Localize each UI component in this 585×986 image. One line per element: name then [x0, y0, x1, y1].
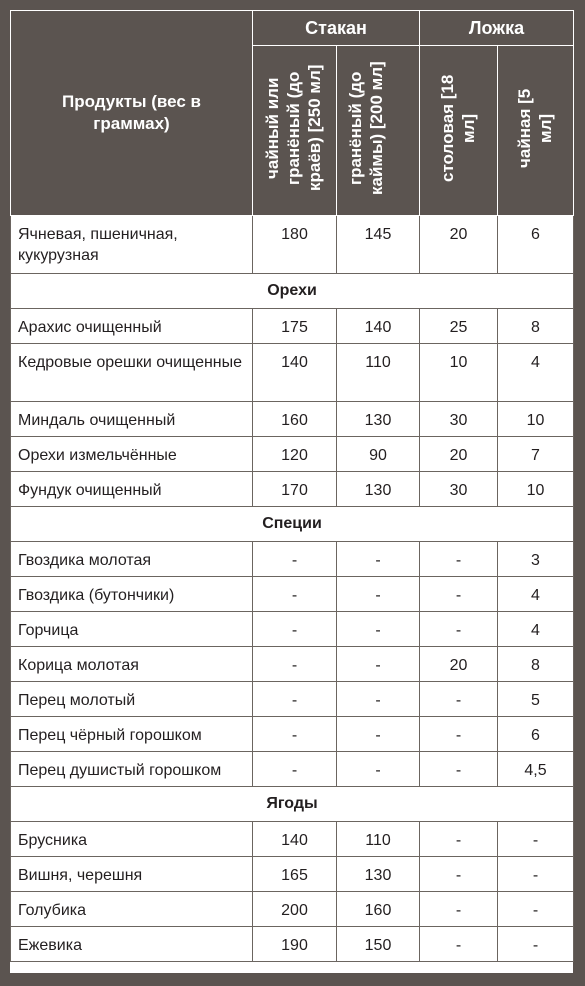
tea-glass-value-cell: -	[253, 717, 337, 752]
table-row	[11, 892, 574, 927]
tablespoon-value-cell: -	[420, 752, 498, 787]
product-name-cell: Фундук очищенный	[11, 472, 253, 507]
faceted-glass-value-cell: -	[337, 752, 420, 787]
table-row	[11, 927, 574, 962]
table-row	[11, 309, 574, 344]
tablespoon-value-cell: -	[420, 822, 498, 857]
tea-glass-value-cell: -	[253, 647, 337, 682]
header-teaspoon	[498, 46, 574, 216]
product-name-cell: Гвоздика молотая	[11, 542, 253, 577]
tablespoon-value-cell: 20	[420, 647, 498, 682]
tablespoon-value-cell: -	[420, 542, 498, 577]
teaspoon-value-cell: 4	[498, 344, 574, 402]
faceted-glass-value-cell: 130	[337, 857, 420, 892]
tea-glass-value-cell: -	[253, 542, 337, 577]
section-header-row	[11, 787, 574, 822]
product-name-cell: Арахис очищенный	[11, 309, 253, 344]
tea-glass-value-cell: -	[253, 752, 337, 787]
tea-glass-value-cell: 165	[253, 857, 337, 892]
tablespoon-value-cell: -	[420, 577, 498, 612]
tablespoon-value-cell: 20	[420, 216, 498, 274]
faceted-glass-value-cell: 130	[337, 472, 420, 507]
tablespoon-value-cell: -	[420, 857, 498, 892]
tea-glass-value-cell: 190	[253, 927, 337, 962]
product-name-cell: Орехи измельчённые	[11, 437, 253, 472]
faceted-glass-value-cell: 110	[337, 822, 420, 857]
table-row	[11, 472, 574, 507]
table-row	[11, 822, 574, 857]
product-name-cell: Гвоздика (бутончики)	[11, 577, 253, 612]
header-tablespoon-label: столовая [18 мл]	[437, 74, 478, 182]
teaspoon-value-cell: 10	[498, 402, 574, 437]
product-name-cell: Вишня, черешня	[11, 857, 253, 892]
header-tablespoon	[420, 46, 498, 216]
product-name-cell: Кедровые орешки очищенные	[11, 344, 253, 402]
teaspoon-value-cell: 3	[498, 542, 574, 577]
table-row	[11, 542, 574, 577]
table-frame	[10, 10, 573, 973]
table-row	[11, 647, 574, 682]
tablespoon-value-cell: -	[420, 892, 498, 927]
teaspoon-value-cell: -	[498, 822, 574, 857]
header-faceted-glass-label: гранёный (до каймы) [200 мл]	[346, 61, 386, 195]
header-tea-glass-label: чайный или гранёный (до краёв) [250 мл]	[262, 64, 324, 192]
faceted-glass-value-cell: -	[337, 647, 420, 682]
faceted-glass-value-cell: 110	[337, 344, 420, 402]
tablespoon-value-cell: -	[420, 682, 498, 717]
tablespoon-value-cell: -	[420, 927, 498, 962]
tea-glass-value-cell: 140	[253, 822, 337, 857]
table-header	[11, 11, 574, 216]
faceted-glass-value-cell: -	[337, 542, 420, 577]
teaspoon-value-cell: 5	[498, 682, 574, 717]
product-name-cell: Миндаль очищенный	[11, 402, 253, 437]
teaspoon-value-cell: 8	[498, 647, 574, 682]
product-name-cell: Брусника	[11, 822, 253, 857]
table-row	[11, 717, 574, 752]
teaspoon-value-cell: 4,5	[498, 752, 574, 787]
tea-glass-value-cell: -	[253, 682, 337, 717]
product-name-cell: Ежевика	[11, 927, 253, 962]
tea-glass-value-cell: 180	[253, 216, 337, 274]
tea-glass-value-cell: 160	[253, 402, 337, 437]
table-row	[11, 344, 574, 402]
tablespoon-value-cell: -	[420, 717, 498, 752]
tea-glass-value-cell: -	[253, 577, 337, 612]
table-row	[11, 682, 574, 717]
table-row	[11, 577, 574, 612]
header-products	[11, 11, 253, 216]
table-row	[11, 612, 574, 647]
tea-glass-value-cell: 120	[253, 437, 337, 472]
teaspoon-value-cell: 10	[498, 472, 574, 507]
product-name-cell: Перец молотый	[11, 682, 253, 717]
teaspoon-value-cell: -	[498, 857, 574, 892]
tea-glass-value-cell: 200	[253, 892, 337, 927]
tea-glass-value-cell: 140	[253, 344, 337, 402]
header-spoon-group: Ложка	[420, 11, 574, 46]
faceted-glass-value-cell: 150	[337, 927, 420, 962]
faceted-glass-value-cell: 90	[337, 437, 420, 472]
product-name-cell: Горчица	[11, 612, 253, 647]
header-glass-group: Стакан	[253, 11, 420, 46]
product-name-cell: Корица молотая	[11, 647, 253, 682]
tea-glass-value-cell: 175	[253, 309, 337, 344]
tablespoon-value-cell: 10	[420, 344, 498, 402]
teaspoon-value-cell: -	[498, 892, 574, 927]
measures-table	[10, 10, 574, 962]
header-teaspoon-label: чайная [5 мл]	[514, 88, 555, 168]
table-row	[11, 857, 574, 892]
teaspoon-value-cell: -	[498, 927, 574, 962]
table-row	[11, 752, 574, 787]
product-name-cell: Ячневая, пшеничная, кукурузная	[11, 216, 253, 274]
teaspoon-value-cell: 4	[498, 577, 574, 612]
faceted-glass-value-cell: 130	[337, 402, 420, 437]
faceted-glass-value-cell: -	[337, 577, 420, 612]
tea-glass-value-cell: 170	[253, 472, 337, 507]
section-header-row	[11, 507, 574, 542]
section-title: Орехи	[11, 274, 574, 309]
table-row	[11, 216, 574, 274]
header-tea-glass	[253, 46, 337, 216]
faceted-glass-value-cell: 160	[337, 892, 420, 927]
faceted-glass-value-cell: -	[337, 612, 420, 647]
section-title: Ягоды	[11, 787, 574, 822]
faceted-glass-value-cell: 145	[337, 216, 420, 274]
teaspoon-value-cell: 7	[498, 437, 574, 472]
teaspoon-value-cell: 6	[498, 216, 574, 274]
section-header-row	[11, 274, 574, 309]
section-title: Специи	[11, 507, 574, 542]
teaspoon-value-cell: 8	[498, 309, 574, 344]
header-faceted-glass	[337, 46, 420, 216]
table-row	[11, 437, 574, 472]
table-body	[11, 216, 574, 962]
product-name-cell: Перец чёрный горошком	[11, 717, 253, 752]
table-row	[11, 402, 574, 437]
faceted-glass-value-cell: 140	[337, 309, 420, 344]
tablespoon-value-cell: 30	[420, 472, 498, 507]
tablespoon-value-cell: -	[420, 612, 498, 647]
faceted-glass-value-cell: -	[337, 717, 420, 752]
teaspoon-value-cell: 4	[498, 612, 574, 647]
teaspoon-value-cell: 6	[498, 717, 574, 752]
tablespoon-value-cell: 30	[420, 402, 498, 437]
tea-glass-value-cell: -	[253, 612, 337, 647]
product-name-cell: Перец душистый горошком	[11, 752, 253, 787]
header-products-label: Продукты (вес в граммах)	[61, 92, 202, 133]
faceted-glass-value-cell: -	[337, 682, 420, 717]
tablespoon-value-cell: 25	[420, 309, 498, 344]
product-name-cell: Голубика	[11, 892, 253, 927]
tablespoon-value-cell: 20	[420, 437, 498, 472]
